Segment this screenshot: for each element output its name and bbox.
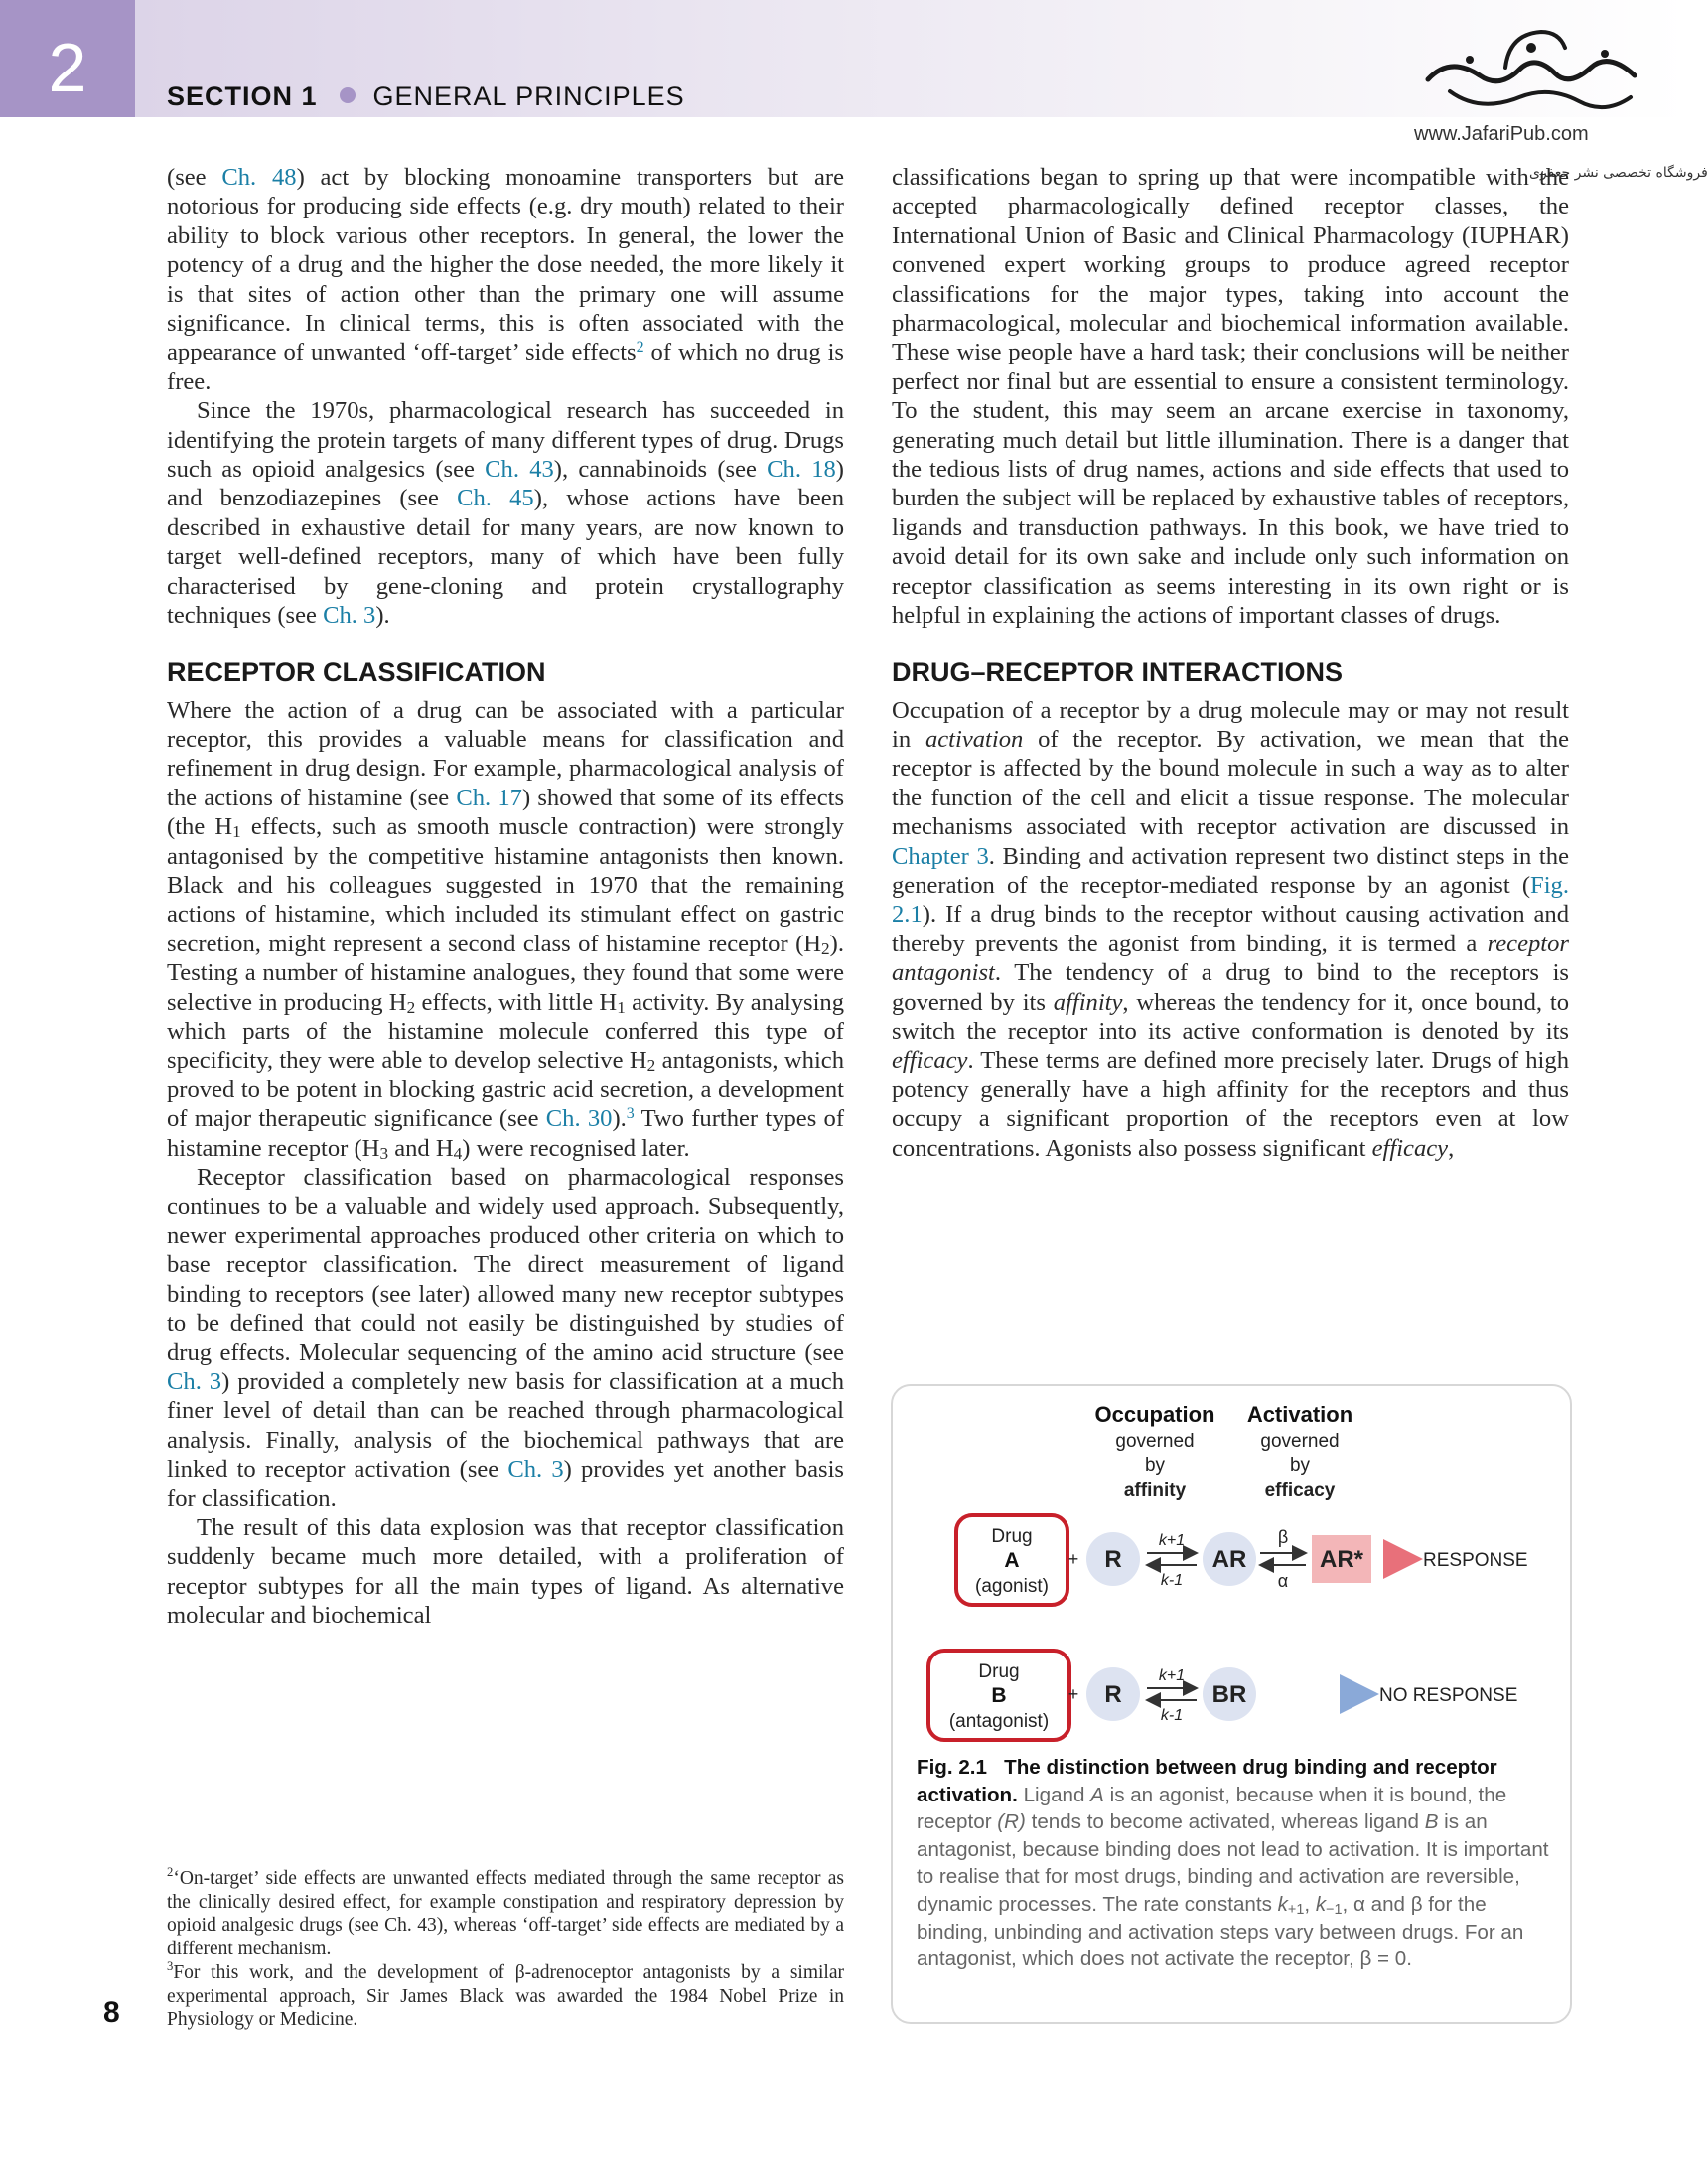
complex-ar-label: AR [1211, 1546, 1247, 1573]
occupation-line3: affinity [1123, 1480, 1187, 1501]
occupation-line1: governed [1115, 1431, 1195, 1452]
figure-caption: Fig. 2.1 The distinction between drug binding and receptor activation. Ligand A is an agonist, because when it is bound, the receptor (R) tends to become activated, whereas ligand B is an antagonist, because binding does not lead to activation. It is important to realise that for most drugs, binding and activation are reversible, dynamic processes. The rate constants $k_{+1}$, $k_{-1}$, α and β for the binding, unbinding and activation steps vary between drugs. For an antagonist, which does not activate the receptor, β = 0. [917, 1756, 1549, 1971]
footnote: $^2$‘On-target’ side effects are unwanted effects mediated through the same receptor as the clinically desired effect, for example constipation and respiratory depression by opioid analgesic drugs (see Ch. 43), whereas ‘off-target’ side effects are mediated by a different mechanism. [167, 1865, 844, 1960]
chapter-link[interactable]: Ch. 3 [323, 602, 376, 630]
chapter-link[interactable]: Ch. 18 [767, 456, 836, 484]
figure-title: The distinction between drug binding and receptor activation. [917, 1756, 1497, 1806]
figure-link[interactable]: Fig. 2.1 [892, 871, 1569, 929]
section-heading: RECEPTOR CLASSIFICATION [167, 656, 546, 687]
activation-title: Activation [1246, 1402, 1353, 1427]
rate-beta: β [1277, 1527, 1289, 1547]
chapter-link[interactable]: Ch. 45 [457, 485, 534, 512]
paragraph: Receptor classification based on pharmacological responses continues to be a valuable and widely used approach. Subsequently, newer experimental approaches produced other criteria on which to base receptor classification. The direct measurement of ligand binding to receptors (see later) allowed many new receptor subtypes to be defined that could not easily be distinguished by studies of drug effects. Molecular sequencing of the amino acid structure (see Ch. 3) provided a completely new basis for classification at a much finer level of detail than can be reached through pharmacological analysis. Finally, analysis of the biochemical pathways that are linked to receptor activation (see Ch. 3) provides yet another basis for classification. [167, 1164, 845, 1512]
drug-a-line2: A [1004, 1549, 1020, 1572]
chapter-link[interactable]: Ch. 43 [485, 456, 554, 484]
chapter-tab [0, 0, 135, 117]
paragraph: classifications began to spring up that were incompatible with the accepted pharmacologically defined receptor classes, the International Union of Basic and Clinical Pharmacology (IUPHAR) convened expert working groups to produce agreed receptor classifications for the major types, taking into account the pharmacological, molecular and biochemical information available. These wise people have a hard task; their conclusions will be neither perfect nor final but are essential to ensure a consistent terminology. To the student, this may seem an arcane exercise in taxonomy, generating much detail but little illumination. There is a danger that the tedious lists of drug names, actions and side effects that used to burden the subject will be replaced by exhaustive tables of receptors, ligands and transduction pathways. In this book, we have tried to avoid detail for its own sake and include only such information on receptor classification as seems interesting in its own right or is helpful in explaining the actions of important classes of drugs. [892, 164, 1569, 630]
activation-line2: by [1289, 1455, 1311, 1476]
drug-b-line3: (antagonist) [948, 1711, 1050, 1732]
rate-alpha: α [1277, 1571, 1289, 1591]
paragraph: Where the action of a drug can be associated with a particular receptor, this provides a valuable means for classification and refinement in drug design. For example, pharmacological analysis of the actions of histamine (see Ch. 17) showed that some of its effects (the $H_1$ effects, such as smooth muscle contraction) were strongly antagonised by the competitive histamine antagonists then known. Black and his colleagues suggested in 1970 that the remaining actions of histamine, which included its stimulant effect on gastric secretion, might represent a second class of histamine receptor $(H_2)$. Testing a number of histamine analogues, they found that some were selective in producing $H_2$ effects, with little $H_1$ activity. By analysing which parts of the histamine molecule conferred this type of specificity, they were able to develop selective $H_2$ antagonists, which proved to be potent in blocking gastric acid secretion, a development of major therapeutic significance (see Ch. 30).$^3$ Two further types of histamine receptor ($H_3$ and $H_4$) were recognised later. [167, 696, 845, 1163]
figure-label: Fig. 2.1 [917, 1756, 987, 1779]
receptor-r-label: R [1104, 1681, 1122, 1708]
rate-k-minus: k-1 [1160, 1707, 1184, 1724]
chapter-link[interactable]: Ch. 3 [167, 1368, 222, 1395]
plus-sign: + [1068, 1684, 1079, 1704]
drug-a-line1: Drug [991, 1526, 1033, 1547]
publisher-url: www.JafariPub.com [1414, 123, 1589, 145]
occupation-title: Occupation [1094, 1402, 1215, 1427]
paragraph: Since the 1970s, pharmacological research has succeeded in identifying the protein targets of many different types of drug. Drugs such as opioid analgesics (see Ch. 43), cannabinoids (see Ch. 18) and benzodiazepines (see Ch. 45), whose actions have been described in exhaustive detail for many years, are now known to target well-defined receptors, many of which have been fully characterised by gene-cloning and protein crystallography techniques (see Ch. 3). [167, 397, 845, 630]
activation-line1: governed [1260, 1431, 1340, 1452]
chapter-link[interactable]: Ch. 17 [456, 784, 522, 811]
footnotes [167, 1867, 844, 2032]
section-title: GENERAL PRINCIPLES [372, 81, 685, 111]
response-label: RESPONSE [1423, 1550, 1528, 1571]
chapter-link[interactable]: Ch. 30 [545, 1105, 613, 1133]
figure-box [891, 1384, 1572, 2024]
figure-diagram [893, 1386, 1570, 1744]
receptor-r-label: R [1104, 1546, 1122, 1573]
rate-k-minus: k-1 [1160, 1572, 1184, 1589]
plus-sign: + [1068, 1549, 1079, 1569]
section-heading: DRUG–RECEPTOR INTERACTIONS [892, 656, 1344, 687]
chapter-link[interactable]: Chapter 3 [892, 842, 989, 870]
occupation-line2: by [1144, 1455, 1166, 1476]
chapter-link[interactable]: Ch. 48 [221, 164, 297, 191]
activated-ar-star-label: AR* [1319, 1546, 1364, 1573]
right-column [892, 163, 1569, 1163]
footnote: $^3$For this work, and the development of β-adrenoceptor antagonists by a similar experimental approach, Sir James Black was awarded the 1984 Nobel Prize in Physiology or Medicine. [167, 1958, 844, 2031]
separator-dot [340, 87, 356, 103]
drug-a-line3: (agonist) [975, 1576, 1049, 1597]
no-response-label: NO RESPONSE [1379, 1685, 1518, 1706]
paragraph: The result of this data explosion was that receptor classification suddenly became much more detailed, with a proliferation of receptor subtypes for all the main types of ligand. As alternative molecular and biochemical [167, 1513, 844, 1630]
paragraph: Occupation of a receptor by a drug molecule may or may not result in activation of the receptor. By activation, we mean that the receptor is affected by the bound molecule in such a way as to alter the function of the cell and elicit a tissue response. The molecular mechanisms associated with receptor activation are discussed in Chapter 3. Binding and activation represent two distinct steps in the generation of the receptor-mediated response by an agonist (Fig. 2.1). If a drug binds to the receptor without causing activation and thereby prevents the agonist from binding, it is termed a receptor antagonist. The tendency of a drug to bind to the receptors is governed by its affinity, whereas the tendency for it, once bound, to switch the receptor into its active conformation is denoted by its efficacy. These terms are defined more precisely later. Drugs of high potency generally have a high affinity for the receptors and thus occupy a significant proportion of the receptors even at low concentrations. Agonists also possess significant efficacy, [892, 696, 1569, 1162]
chapter-number: 2 [48, 29, 87, 106]
rate-k-plus: k+1 [1158, 1532, 1186, 1549]
paragraph: (see Ch. 48) act by blocking monoamine transporters but are notorious for producing side effects (e.g. dry mouth) related to their ability to block various other receptors. In general, the lower the potency of a drug and the higher the dose needed, the more likely it is that sites of action other than the primary one will assume significance. In clinical terms, this is often associated with the appearance of unwanted ‘off-target’ side effects$^2$ of which no drug is free. [167, 164, 845, 395]
complex-br-label: BR [1211, 1681, 1247, 1708]
section-label: SECTION 1 [167, 81, 318, 111]
drug-b-line2: B [991, 1684, 1007, 1707]
activation-line3: efficacy [1264, 1480, 1336, 1501]
chapter-link[interactable]: Ch. 3 [507, 1456, 564, 1484]
left-column [167, 163, 844, 1631]
page-number: 8 [103, 1996, 120, 2029]
rate-k-plus: k+1 [1158, 1667, 1186, 1684]
drug-b-line1: Drug [978, 1661, 1020, 1682]
publisher-tagline: فروشگاه تخصصی نشر جعفری [1529, 165, 1708, 181]
running-head [167, 81, 685, 112]
